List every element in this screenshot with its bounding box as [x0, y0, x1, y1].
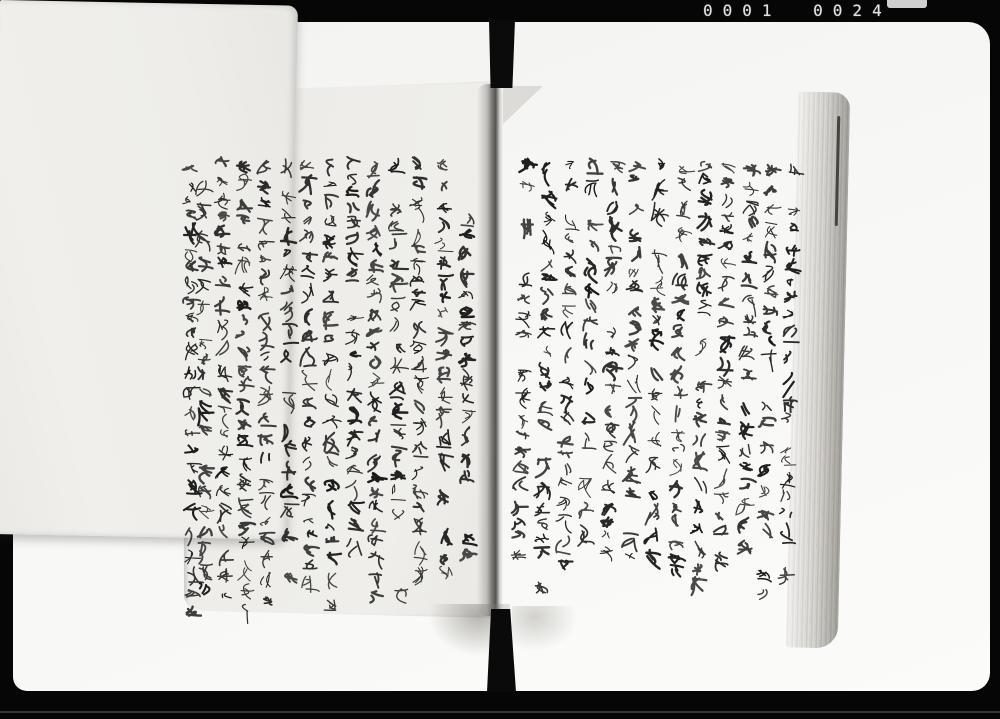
frame-counter-stamp: 0001 0024: [703, 1, 892, 20]
film-edge-notch: [887, 0, 927, 8]
strap-shadow-right: [512, 606, 576, 650]
book-gutter: [477, 84, 503, 616]
scan-edge-line: [0, 711, 1000, 713]
right-page: [0, 0, 298, 540]
binding-strap-top: [489, 20, 515, 88]
